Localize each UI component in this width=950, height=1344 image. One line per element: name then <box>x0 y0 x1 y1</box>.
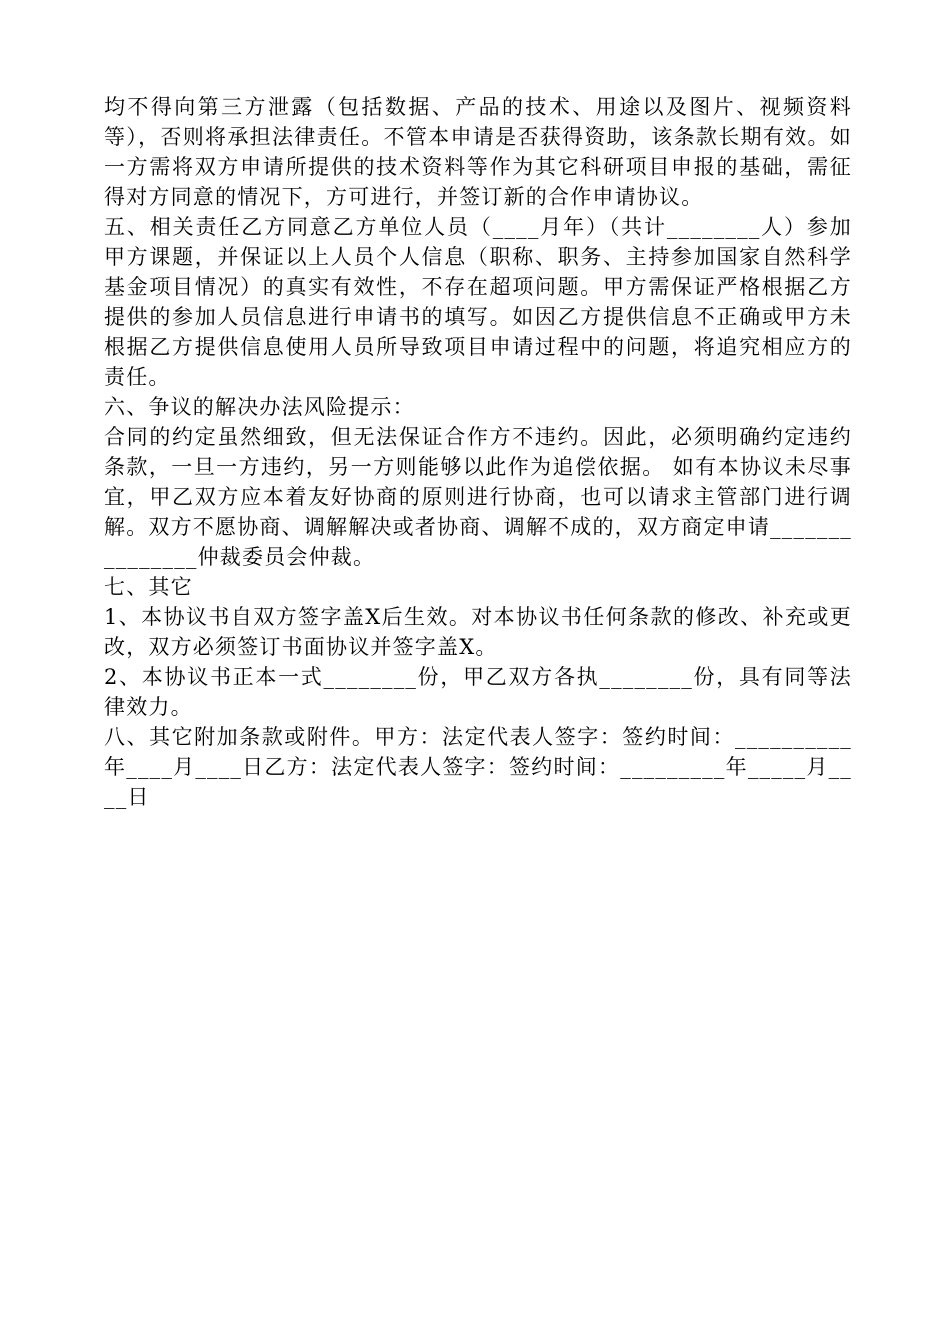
section-5-responsibility: 五、相关责任乙方同意乙方单位人员（____月年）（共计________人）参加甲方课题，并保证以上人员个人信息（职称、职务、主持参加国家自然科学基金项目情况）的真实有效性，不存在超项问题。甲方需保证严格根据乙方提供的参加人员信息进行申请书的填写。如因乙方提供信息不正确或甲方未根据乙方提供信息使用人员所导致项目申请过程中的问题，将追究相应方的责任。 <box>104 215 852 389</box>
section-8-signatures: 八、其它附加条款或附件。甲方：法定代表人签字：签约时间：__________年____月____日乙方：法定代表人签字：签约时间：_________年_____月____日 <box>104 725 852 809</box>
confidentiality-paragraph: 均不得向第三方泄露（包括数据、产品的技术、用途以及图片、视频资料等），否则将承担法律责任。不管本申请是否获得资助，该条款长期有效。如一方需将双方申请所提供的技术资料等作为其它科研项目申报的基础，需征得对方同意的情况下，方可进行，并签订新的合作申请协议。 <box>104 95 852 209</box>
clause-7-1: 1、本协议书自双方签字盖X后生效。对本协议书任何条款的修改、补充或更改，双方必须签订书面协议并签字盖X。 <box>104 605 852 659</box>
section-6-heading: 六、争议的解决办法风险提示： <box>104 395 415 419</box>
clause-7-2: 2、本协议书正本一式________份，甲乙双方各执________份，具有同等法律效力。 <box>104 665 852 719</box>
document-body <box>104 92 852 812</box>
dispute-resolution-paragraph: 合同的约定虽然细致，但无法保证合作方不违约。因此，必须明确约定违约条款，一旦一方违约，另一方则能够以此作为追偿依据。 如有本协议未尽事宜，甲乙双方应本着友好协商的原则进行协商，也可以请求主管部门进行调解。双方不愿协商、调解解决或者协商、调解不成的，双方商定申请_______________仲裁委员会仲裁。 <box>104 425 852 569</box>
section-7-heading: 七、其它 <box>104 575 193 599</box>
